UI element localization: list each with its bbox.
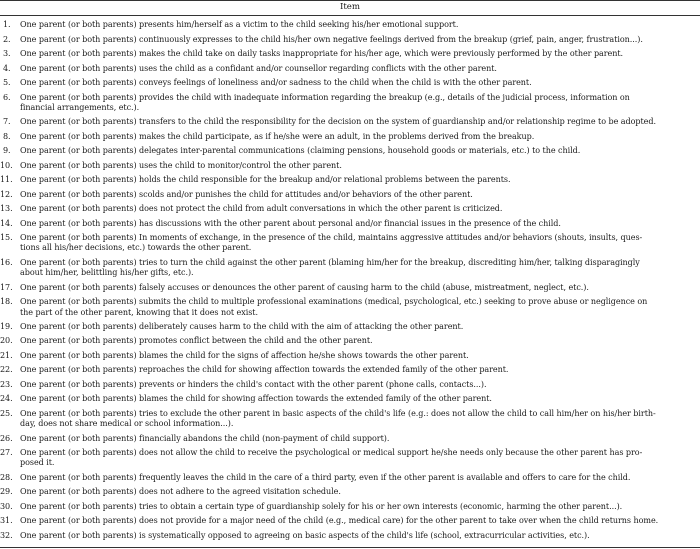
item-text: One parent (or both parents) delegates inter-parental communications (claiming pensions, household goods or materials, etc.) to the child. — [20, 146, 581, 156]
list-item — [0, 217, 700, 231]
item-text: One parent (or both parents) financially abandons the child (non-payment of child support). — [20, 433, 390, 443]
item-number: 18. — [0, 297, 13, 307]
item-text: One parent (or both parents) blames the child for showing affection towards the extended family of the other parent. — [20, 394, 492, 404]
item-number: 24. — [0, 394, 13, 404]
list-item — [0, 320, 700, 334]
item-text: One parent (or both parents) In moments of exchange, in the presence of the child, maintains aggressive attitudes and/or behaviors (shouts, insults, ques- tions all his/her decisions, etc.) towards the other parent. — [20, 233, 643, 253]
item-number: 6. — [3, 92, 11, 102]
item-number: 25. — [0, 408, 13, 418]
list-item — [0, 18, 700, 32]
item-text: One parent (or both parents) has discussions with the other parent about personal and/or financial issues in the presence of the child. — [20, 218, 561, 228]
item-number: 23. — [0, 379, 13, 389]
list-item — [0, 115, 700, 129]
item-number: 13. — [0, 204, 13, 214]
list-item — [0, 407, 700, 432]
item-text: One parent (or both parents) prevents or hinders the child's contact with the other parent (phone calls, contacts...). — [20, 379, 487, 389]
list-item — [0, 159, 700, 173]
item-number: 30. — [0, 501, 13, 511]
list-item — [0, 432, 700, 446]
item-number: 9. — [3, 146, 11, 156]
item-text: One parent (or both parents) transfers to the child the responsibility for the decision on the system of guardianship and/or relationship regime to be adopted. — [20, 117, 656, 127]
item-text: One parent (or both parents) is systematically opposed to agreeing on basic aspects of the child's life (school, extracurricular activities, etc.). — [20, 530, 590, 540]
item-text: One parent (or both parents) does not provide for a major need of the child (e.g., medical care) for the other parent to take over when the child returns home. — [20, 516, 659, 526]
list-item — [0, 144, 700, 158]
item-text: One parent (or both parents) promotes conflict between the child and the other parent. — [20, 336, 373, 346]
list-item — [0, 90, 700, 115]
item-text: One parent (or both parents) presents him/herself as a victim to the child seeking his/her emotional support. — [20, 20, 459, 30]
item-number: 16. — [0, 257, 13, 267]
item-number: 19. — [0, 322, 13, 331]
list-item — [0, 529, 700, 543]
item-number: 1. — [3, 20, 11, 30]
item-number: 14. — [0, 218, 13, 228]
item-number: 12. — [0, 189, 13, 199]
item-number: 21. — [0, 350, 13, 360]
list-item — [0, 188, 700, 202]
list-item — [0, 349, 700, 363]
item-number: 8. — [3, 131, 11, 141]
column-header-item: Item — [339, 2, 361, 12]
list-item — [0, 500, 700, 514]
item-number: 10. — [0, 160, 13, 170]
list-item — [0, 231, 700, 256]
item-text: One parent (or both parents) deliberately causes harm to the child with the aim of attacking the other parent. — [20, 322, 464, 331]
item-text: One parent (or both parents) reproaches the child for showing affection towards the extended family of the other parent. — [20, 365, 509, 375]
item-number: 28. — [0, 472, 13, 482]
item-text: One parent (or both parents) makes the child take on daily tasks inappropriate for his/her age, which were previously performed by the other parent. — [20, 49, 624, 59]
list-item — [0, 295, 700, 320]
list-item — [0, 47, 700, 61]
item-text: One parent (or both parents) makes the child participate, as if he/she were an adult, in the problems derived from the breakup. — [20, 131, 535, 141]
item-number: 20. — [0, 336, 13, 346]
list-item — [0, 202, 700, 216]
item-text: One parent (or both parents) falsely accuses or denounces the other parent of causing harm to the child (abuse, mistreatment, neglect, etc.). — [20, 282, 589, 292]
item-number: 15. — [0, 233, 13, 243]
item-number: 4. — [3, 63, 11, 73]
item-number: 26. — [0, 433, 13, 443]
item-number: 11. — [0, 175, 13, 185]
item-number: 22. — [0, 365, 13, 375]
item-text: One parent (or both parents) holds the child responsible for the breakup and/or relational problems between the parents. — [20, 175, 511, 185]
item-text: One parent (or both parents) blames the child for the signs of affection he/she shows towards the other parent. — [20, 350, 469, 360]
list-item — [0, 392, 700, 406]
item-number: 32. — [0, 530, 13, 540]
item-number: 29. — [0, 487, 13, 497]
list-item — [0, 471, 700, 485]
list-item — [0, 76, 700, 90]
item-list — [0, 16, 700, 543]
item-text: One parent (or both parents) tries to obtain a certain type of guardianship solely for his or her own interests (economic, harming the other parent...). — [20, 501, 623, 511]
item-text: One parent (or both parents) uses the child as a confidant and/or counsellor regarding conflicts with the other parent. — [20, 63, 497, 73]
list-item — [0, 363, 700, 377]
item-text: One parent (or both parents) frequently leaves the child in the care of a third party, even if the other parent is available and offers to care for the child. — [20, 472, 631, 482]
item-text: One parent (or both parents) scolds and/or punishes the child for attitudes and/or behaviors of the other parent. — [20, 189, 473, 199]
item-text: One parent (or both parents) does not allow the child to receive the psychological or medical support he/she needs only because the other parent has pro- posed it. — [20, 448, 643, 468]
list-item — [0, 485, 700, 499]
item-text: One parent (or both parents) provides the child with inadequate information regarding the breakup (e.g., details of the judicial process, information on financial arrangements, etc.). — [20, 92, 630, 112]
item-number: 31. — [0, 516, 13, 526]
item-text: One parent (or both parents) conveys feelings of loneliness and/or sadness to the child when the child is with the other parent. — [20, 78, 532, 88]
item-text: One parent (or both parents) submits the child to multiple professional examinations (medical, psychological, etc.) seeking to prove abuse or negligence on the part of the other parent, knowing that it does not exist. — [20, 297, 648, 317]
item-text: One parent (or both parents) tries to turn the child against the other parent (blaming him/her for the breakup, discrediting him/her, talking disparagingly about him/her, belittling his/her gifts, etc.). — [20, 257, 640, 278]
list-item — [0, 334, 700, 348]
item-text: One parent (or both parents) uses the child to monitor/control the other parent. — [20, 160, 342, 170]
item-number: 7. — [3, 117, 11, 127]
list-item — [0, 173, 700, 187]
item-text: One parent (or both parents) continuously expresses to the child his/her own negative feelings derived from the breakup (grief, pain, anger, frustration...). — [20, 34, 643, 44]
list-item — [0, 378, 700, 392]
item-number: 5. — [3, 78, 11, 88]
list-item — [0, 281, 700, 295]
item-text: One parent (or both parents) does not adhere to the agreed visitation schedule. — [20, 487, 341, 497]
list-item — [0, 514, 700, 528]
item-text: One parent (or both parents) does not protect the child from adult conversations in which the other parent is criticized. — [20, 204, 503, 214]
list-item — [0, 32, 700, 46]
item-number: 3. — [3, 49, 11, 59]
item-number: 2. — [3, 34, 11, 44]
list-item — [0, 61, 700, 75]
item-number: 27. — [0, 448, 13, 458]
list-item — [0, 446, 700, 471]
list-item — [0, 130, 700, 144]
item-text: One parent (or both parents) tries to exclude the other parent in basic aspects of the child's life (e.g.: does not allow the child to call him/her on his/her birth- day, does not share medical or school information...). — [20, 408, 656, 429]
item-number: 17. — [0, 282, 13, 292]
bottom-rule — [0, 547, 700, 548]
list-item — [0, 256, 700, 281]
